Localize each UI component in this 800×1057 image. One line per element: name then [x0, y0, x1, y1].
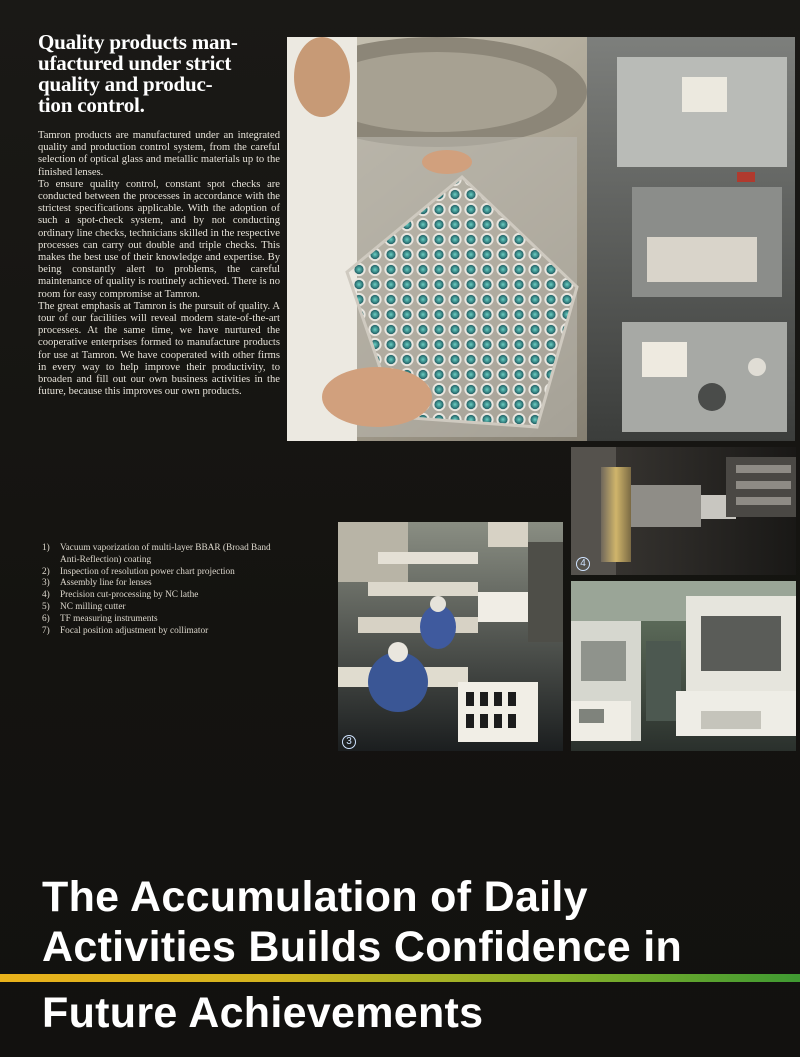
caption-text: Inspection of resolution power chart projection [60, 566, 235, 577]
photo-vacuum-coating [287, 37, 795, 441]
heading-line: tion control. [38, 93, 145, 117]
caption-item [42, 567, 292, 579]
photo-milling [571, 581, 796, 751]
caption-text: Assembly line for lenses [60, 578, 152, 589]
caption-item [42, 543, 292, 567]
caption-number: 6) [42, 613, 50, 624]
caption-item [42, 590, 292, 602]
color-stripe [0, 974, 800, 982]
photo-assembly-line-image [338, 522, 563, 751]
caption-item [42, 578, 292, 590]
body-paragraph: To ensure quality control, constant spot checks are conducted between the processes in accordance with the strictest specifications applicable. With the adoption of such a spot-check system, and by not conducting ordinary line checks, technicians skilled in the respective processes can carry out double and triple checks. This makes the best use of their knowledge and expertise. By being constantly alert to problems, the careful maintenance of quality is routinely achieved. There is no room for easy compromise at Tamron. [38, 178, 280, 300]
heading-line: Quality products man- [38, 30, 238, 54]
caption-number: 5) [42, 601, 50, 612]
body-text [38, 130, 280, 398]
caption-item [42, 602, 292, 614]
photo-number-badge: 3 [342, 735, 356, 749]
caption-number: 1) [42, 543, 50, 553]
caption-text: Vacuum vaporization of multi-layer BBAR (Broad Band Anti-Reflection) coating [60, 543, 271, 565]
photo-nc-lathe [571, 447, 796, 575]
caption-number: 3) [42, 578, 50, 589]
caption-item [42, 614, 292, 626]
photo-nc-lathe-image [571, 447, 796, 575]
caption-text: Focal position adjustment by collimator [60, 625, 209, 636]
body-paragraph: Tamron products are manufactured under an integrated quality and production control system, from the careful selection of optical glass and metallic materials up to the finished lenses. [38, 130, 280, 178]
caption-item [42, 626, 292, 638]
caption-number: 2) [42, 566, 50, 577]
section-heading [38, 32, 280, 116]
heading-line: quality and produc- [38, 72, 213, 96]
caption-list [42, 543, 292, 637]
caption-text: TF measuring instruments [60, 613, 158, 624]
heading-line: ufactured under strict [38, 51, 232, 75]
photo-vacuum-coating-image [287, 37, 795, 441]
page-title-line: Activities Builds Confidence in [42, 923, 683, 971]
caption-text: NC milling cutter [60, 601, 126, 612]
intro-column [38, 32, 280, 398]
page-title-line: Future Achievements [42, 989, 484, 1037]
caption-number: 4) [42, 590, 50, 601]
page-title-line: The Accumulation of Daily [42, 873, 588, 921]
photo-assembly-line [338, 522, 563, 751]
caption-number: 7) [42, 625, 50, 636]
photo-number-badge: 4 [576, 557, 590, 571]
body-paragraph: The great emphasis at Tamron is the pursuit of quality. A tour of our facilities will reveal modern state-of-the-art processes. At the same time, we have nurtured the cooperative enterprises formed to manufacture products for use at Tamron. We have cooperated with other firms in every way to help improve their productivity, to broaden and fill out our own business activities in the future, because this improves our own products. [38, 300, 280, 398]
caption-text: Precision cut-processing by NC lathe [60, 590, 199, 601]
photo-milling-image [571, 581, 796, 751]
